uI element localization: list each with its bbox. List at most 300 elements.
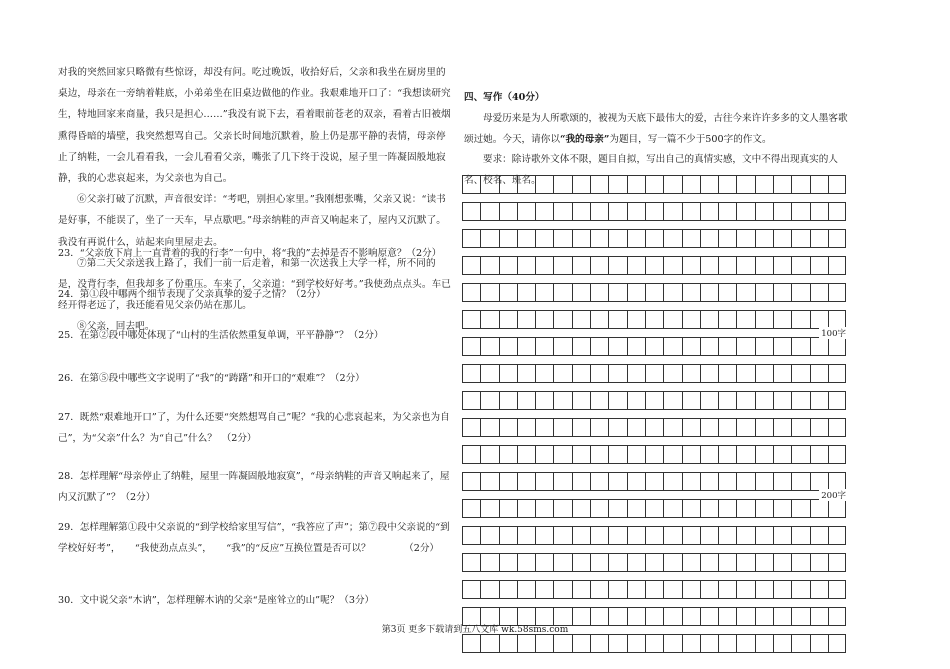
grid-cell[interactable] [553, 364, 571, 383]
grid-cell[interactable] [736, 553, 754, 572]
grid-cell[interactable] [517, 337, 535, 356]
grid-cell[interactable] [791, 553, 809, 572]
grid-cell[interactable] [828, 337, 846, 356]
grid-cell[interactable] [773, 553, 791, 572]
grid-cell[interactable] [462, 256, 480, 275]
grid-cell[interactable] [590, 553, 608, 572]
grid-cell[interactable] [663, 256, 681, 275]
grid-cell[interactable] [791, 472, 809, 491]
grid-cell[interactable] [682, 256, 700, 275]
grid-cell[interactable] [608, 634, 626, 653]
grid-cell[interactable] [773, 256, 791, 275]
grid-cell[interactable] [682, 445, 700, 464]
grid-cell[interactable] [682, 553, 700, 572]
grid-cell[interactable] [517, 634, 535, 653]
grid-cell[interactable] [755, 364, 773, 383]
grid-cell[interactable] [608, 580, 626, 599]
grid-cell[interactable] [700, 499, 718, 518]
grid-cell[interactable] [572, 499, 590, 518]
grid-cell[interactable] [480, 337, 498, 356]
grid-cell[interactable] [810, 202, 828, 221]
grid-cell[interactable] [535, 418, 553, 437]
grid-cell[interactable] [663, 634, 681, 653]
grid-cell[interactable] [590, 364, 608, 383]
grid-cell[interactable] [718, 364, 736, 383]
grid-cell[interactable] [627, 337, 645, 356]
grid-cell[interactable] [755, 256, 773, 275]
grid-cell[interactable] [590, 391, 608, 410]
grid-cell[interactable] [755, 553, 773, 572]
grid-cell[interactable] [682, 229, 700, 248]
grid-cell[interactable] [828, 499, 846, 518]
grid-cell[interactable] [700, 526, 718, 545]
grid-cell[interactable] [517, 202, 535, 221]
grid-cell[interactable] [590, 202, 608, 221]
grid-cell[interactable] [682, 364, 700, 383]
grid-cell[interactable] [682, 472, 700, 491]
grid-cell[interactable] [480, 634, 498, 653]
grid-cell[interactable] [791, 634, 809, 653]
grid-cell[interactable] [791, 337, 809, 356]
grid-cell[interactable] [736, 175, 754, 194]
grid-cell[interactable] [828, 580, 846, 599]
grid-cell[interactable] [535, 526, 553, 545]
grid-cell[interactable] [572, 175, 590, 194]
grid-cell[interactable] [535, 634, 553, 653]
grid-cell[interactable] [755, 472, 773, 491]
grid-cell[interactable] [791, 256, 809, 275]
grid-cell[interactable] [773, 418, 791, 437]
grid-cell[interactable] [682, 391, 700, 410]
grid-cell[interactable] [755, 283, 773, 302]
grid-cell[interactable] [499, 337, 517, 356]
grid-cell[interactable] [627, 175, 645, 194]
grid-cell[interactable] [462, 337, 480, 356]
grid-cell[interactable] [590, 445, 608, 464]
grid-cell[interactable] [700, 418, 718, 437]
grid-cell[interactable] [736, 391, 754, 410]
grid-cell[interactable] [535, 472, 553, 491]
grid-cell[interactable] [627, 445, 645, 464]
grid-cell[interactable] [663, 364, 681, 383]
grid-cell[interactable] [736, 229, 754, 248]
grid-cell[interactable] [682, 337, 700, 356]
grid-cell[interactable] [499, 580, 517, 599]
grid-cell[interactable] [736, 202, 754, 221]
grid-cell[interactable] [718, 391, 736, 410]
grid-cell[interactable] [535, 229, 553, 248]
grid-cell[interactable] [572, 202, 590, 221]
grid-cell[interactable] [462, 634, 480, 653]
grid-cell[interactable] [572, 229, 590, 248]
grid-cell[interactable] [773, 580, 791, 599]
grid-cell[interactable] [590, 499, 608, 518]
grid-cell[interactable] [810, 391, 828, 410]
grid-cell[interactable] [480, 256, 498, 275]
grid-cell[interactable] [590, 310, 608, 329]
grid-cell[interactable] [755, 418, 773, 437]
grid-cell[interactable] [791, 310, 809, 329]
grid-cell[interactable] [828, 526, 846, 545]
grid-cell[interactable] [773, 472, 791, 491]
grid-cell[interactable] [480, 499, 498, 518]
grid-cell[interactable] [828, 418, 846, 437]
grid-cell[interactable] [736, 580, 754, 599]
grid-cell[interactable] [590, 418, 608, 437]
grid-cell[interactable] [645, 175, 663, 194]
grid-cell[interactable] [590, 526, 608, 545]
grid-cell[interactable] [608, 418, 626, 437]
grid-cell[interactable] [773, 310, 791, 329]
grid-cell[interactable] [645, 310, 663, 329]
grid-cell[interactable] [736, 634, 754, 653]
grid-cell[interactable] [718, 256, 736, 275]
grid-cell[interactable] [553, 445, 571, 464]
grid-cell[interactable] [462, 472, 480, 491]
grid-cell[interactable] [773, 364, 791, 383]
grid-cell[interactable] [828, 256, 846, 275]
grid-cell[interactable] [828, 445, 846, 464]
grid-cell[interactable] [572, 580, 590, 599]
grid-cell[interactable] [645, 229, 663, 248]
grid-cell[interactable] [682, 310, 700, 329]
grid-cell[interactable] [810, 445, 828, 464]
grid-cell[interactable] [627, 526, 645, 545]
grid-cell[interactable] [517, 580, 535, 599]
grid-cell[interactable] [608, 337, 626, 356]
grid-cell[interactable] [590, 175, 608, 194]
grid-cell[interactable] [700, 202, 718, 221]
grid-cell[interactable] [535, 580, 553, 599]
grid-cell[interactable] [608, 445, 626, 464]
grid-cell[interactable] [608, 229, 626, 248]
grid-cell[interactable] [700, 580, 718, 599]
grid-cell[interactable] [517, 229, 535, 248]
grid-cell[interactable] [791, 445, 809, 464]
grid-cell[interactable] [718, 418, 736, 437]
grid-cell[interactable] [700, 310, 718, 329]
grid-cell[interactable] [572, 553, 590, 572]
grid-cell[interactable] [627, 418, 645, 437]
grid-cell[interactable] [663, 580, 681, 599]
grid-cell[interactable] [645, 580, 663, 599]
grid-cell[interactable] [553, 175, 571, 194]
grid-cell[interactable] [773, 229, 791, 248]
grid-cell[interactable] [645, 499, 663, 518]
grid-cell[interactable] [553, 391, 571, 410]
grid-cell[interactable] [755, 391, 773, 410]
grid-cell[interactable] [663, 202, 681, 221]
grid-cell[interactable] [755, 580, 773, 599]
grid-cell[interactable] [828, 175, 846, 194]
grid-cell[interactable] [682, 202, 700, 221]
grid-cell[interactable] [645, 445, 663, 464]
grid-cell[interactable] [791, 202, 809, 221]
grid-cell[interactable] [810, 256, 828, 275]
grid-cell[interactable] [462, 229, 480, 248]
grid-cell[interactable] [810, 553, 828, 572]
grid-cell[interactable] [480, 202, 498, 221]
grid-cell[interactable] [535, 499, 553, 518]
grid-cell[interactable] [572, 526, 590, 545]
grid-cell[interactable] [553, 283, 571, 302]
grid-cell[interactable] [810, 526, 828, 545]
grid-cell[interactable] [700, 175, 718, 194]
grid-cell[interactable] [755, 634, 773, 653]
grid-cell[interactable] [828, 391, 846, 410]
grid-cell[interactable] [480, 229, 498, 248]
grid-cell[interactable] [572, 391, 590, 410]
grid-cell[interactable] [480, 364, 498, 383]
grid-cell[interactable] [608, 364, 626, 383]
grid-cell[interactable] [572, 364, 590, 383]
grid-cell[interactable] [718, 337, 736, 356]
grid-cell[interactable] [663, 391, 681, 410]
grid-cell[interactable] [736, 499, 754, 518]
grid-cell[interactable] [755, 337, 773, 356]
grid-cell[interactable] [462, 283, 480, 302]
grid-cell[interactable] [535, 256, 553, 275]
grid-cell[interactable] [663, 310, 681, 329]
grid-cell[interactable] [627, 364, 645, 383]
grid-cell[interactable] [773, 526, 791, 545]
grid-cell[interactable] [480, 283, 498, 302]
grid-cell[interactable] [608, 553, 626, 572]
grid-cell[interactable] [462, 580, 480, 599]
grid-cell[interactable] [499, 202, 517, 221]
grid-cell[interactable] [553, 418, 571, 437]
grid-cell[interactable] [828, 202, 846, 221]
grid-cell[interactable] [517, 364, 535, 383]
grid-cell[interactable] [627, 553, 645, 572]
grid-cell[interactable] [828, 229, 846, 248]
grid-cell[interactable] [645, 391, 663, 410]
grid-cell[interactable] [462, 526, 480, 545]
grid-cell[interactable] [572, 634, 590, 653]
grid-cell[interactable] [535, 283, 553, 302]
grid-cell[interactable] [663, 472, 681, 491]
grid-cell[interactable] [535, 175, 553, 194]
grid-cell[interactable] [645, 526, 663, 545]
grid-cell[interactable] [462, 553, 480, 572]
grid-cell[interactable] [499, 229, 517, 248]
grid-cell[interactable] [810, 364, 828, 383]
grid-cell[interactable] [810, 337, 828, 356]
grid-cell[interactable] [517, 418, 535, 437]
grid-cell[interactable] [517, 283, 535, 302]
grid-cell[interactable] [590, 229, 608, 248]
grid-cell[interactable] [755, 526, 773, 545]
grid-cell[interactable] [627, 391, 645, 410]
grid-cell[interactable] [553, 229, 571, 248]
grid-cell[interactable] [517, 310, 535, 329]
grid-cell[interactable] [627, 580, 645, 599]
grid-cell[interactable] [535, 364, 553, 383]
grid-cell[interactable] [682, 175, 700, 194]
grid-cell[interactable] [627, 229, 645, 248]
grid-cell[interactable] [736, 526, 754, 545]
composition-grid[interactable] [462, 175, 854, 661]
grid-cell[interactable] [645, 202, 663, 221]
grid-cell[interactable] [462, 364, 480, 383]
grid-cell[interactable] [755, 499, 773, 518]
grid-cell[interactable] [553, 553, 571, 572]
grid-cell[interactable] [517, 526, 535, 545]
grid-cell[interactable] [572, 418, 590, 437]
grid-cell[interactable] [755, 310, 773, 329]
grid-cell[interactable] [517, 175, 535, 194]
grid-cell[interactable] [499, 256, 517, 275]
grid-cell[interactable] [663, 283, 681, 302]
grid-cell[interactable] [663, 337, 681, 356]
grid-cell[interactable] [480, 391, 498, 410]
grid-cell[interactable] [462, 445, 480, 464]
grid-cell[interactable] [553, 526, 571, 545]
grid-cell[interactable] [535, 391, 553, 410]
grid-cell[interactable] [718, 202, 736, 221]
grid-cell[interactable] [608, 175, 626, 194]
grid-cell[interactable] [736, 472, 754, 491]
grid-cell[interactable] [700, 283, 718, 302]
grid-cell[interactable] [810, 580, 828, 599]
grid-cell[interactable] [572, 337, 590, 356]
grid-cell[interactable] [718, 445, 736, 464]
grid-cell[interactable] [572, 472, 590, 491]
grid-cell[interactable] [755, 445, 773, 464]
grid-cell[interactable] [736, 283, 754, 302]
grid-cell[interactable] [682, 526, 700, 545]
grid-cell[interactable] [535, 310, 553, 329]
grid-cell[interactable] [718, 499, 736, 518]
grid-cell[interactable] [736, 337, 754, 356]
grid-cell[interactable] [480, 175, 498, 194]
grid-cell[interactable] [572, 283, 590, 302]
grid-cell[interactable] [791, 418, 809, 437]
grid-cell[interactable] [682, 634, 700, 653]
grid-cell[interactable] [499, 499, 517, 518]
grid-cell[interactable] [700, 391, 718, 410]
grid-cell[interactable] [791, 499, 809, 518]
grid-cell[interactable] [718, 472, 736, 491]
grid-cell[interactable] [736, 310, 754, 329]
grid-cell[interactable] [718, 175, 736, 194]
grid-cell[interactable] [480, 472, 498, 491]
grid-cell[interactable] [499, 418, 517, 437]
grid-cell[interactable] [517, 499, 535, 518]
grid-cell[interactable] [791, 391, 809, 410]
grid-cell[interactable] [499, 391, 517, 410]
grid-cell[interactable] [517, 472, 535, 491]
grid-cell[interactable] [810, 175, 828, 194]
grid-cell[interactable] [736, 418, 754, 437]
grid-cell[interactable] [663, 229, 681, 248]
grid-cell[interactable] [572, 310, 590, 329]
grid-cell[interactable] [718, 553, 736, 572]
grid-cell[interactable] [499, 634, 517, 653]
grid-cell[interactable] [553, 634, 571, 653]
grid-cell[interactable] [773, 634, 791, 653]
grid-cell[interactable] [608, 256, 626, 275]
grid-cell[interactable] [773, 445, 791, 464]
grid-cell[interactable] [499, 364, 517, 383]
grid-cell[interactable] [627, 202, 645, 221]
grid-cell[interactable] [480, 445, 498, 464]
grid-cell[interactable] [645, 553, 663, 572]
grid-cell[interactable] [480, 310, 498, 329]
grid-cell[interactable] [627, 256, 645, 275]
grid-cell[interactable] [828, 634, 846, 653]
grid-cell[interactable] [645, 256, 663, 275]
grid-cell[interactable] [608, 526, 626, 545]
grid-cell[interactable] [682, 580, 700, 599]
grid-cell[interactable] [462, 175, 480, 194]
grid-cell[interactable] [627, 499, 645, 518]
grid-cell[interactable] [645, 283, 663, 302]
grid-cell[interactable] [608, 310, 626, 329]
grid-cell[interactable] [499, 526, 517, 545]
grid-cell[interactable] [535, 553, 553, 572]
grid-cell[interactable] [553, 580, 571, 599]
grid-cell[interactable] [718, 229, 736, 248]
grid-cell[interactable] [663, 526, 681, 545]
grid-cell[interactable] [462, 418, 480, 437]
grid-cell[interactable] [517, 391, 535, 410]
grid-cell[interactable] [718, 526, 736, 545]
grid-cell[interactable] [590, 283, 608, 302]
grid-cell[interactable] [462, 202, 480, 221]
grid-cell[interactable] [773, 283, 791, 302]
grid-cell[interactable] [791, 580, 809, 599]
grid-cell[interactable] [663, 553, 681, 572]
grid-cell[interactable] [773, 499, 791, 518]
grid-cell[interactable] [773, 175, 791, 194]
grid-cell[interactable] [700, 634, 718, 653]
grid-cell[interactable] [535, 445, 553, 464]
grid-cell[interactable] [736, 445, 754, 464]
grid-cell[interactable] [480, 526, 498, 545]
grid-cell[interactable] [700, 553, 718, 572]
grid-cell[interactable] [499, 283, 517, 302]
grid-cell[interactable] [755, 229, 773, 248]
grid-cell[interactable] [499, 472, 517, 491]
grid-cell[interactable] [773, 391, 791, 410]
grid-cell[interactable] [462, 310, 480, 329]
grid-cell[interactable] [572, 445, 590, 464]
grid-cell[interactable] [627, 472, 645, 491]
grid-cell[interactable] [499, 310, 517, 329]
grid-cell[interactable] [682, 283, 700, 302]
grid-cell[interactable] [553, 202, 571, 221]
grid-cell[interactable] [700, 364, 718, 383]
grid-cell[interactable] [517, 553, 535, 572]
grid-cell[interactable] [608, 499, 626, 518]
grid-cell[interactable] [791, 364, 809, 383]
grid-cell[interactable] [645, 364, 663, 383]
grid-cell[interactable] [755, 175, 773, 194]
grid-cell[interactable] [810, 418, 828, 437]
grid-cell[interactable] [590, 472, 608, 491]
grid-cell[interactable] [627, 283, 645, 302]
grid-cell[interactable] [535, 337, 553, 356]
grid-cell[interactable] [682, 499, 700, 518]
grid-cell[interactable] [517, 445, 535, 464]
grid-cell[interactable] [718, 310, 736, 329]
grid-cell[interactable] [736, 256, 754, 275]
grid-cell[interactable] [663, 418, 681, 437]
grid-cell[interactable] [700, 445, 718, 464]
grid-cell[interactable] [480, 553, 498, 572]
grid-cell[interactable] [791, 175, 809, 194]
